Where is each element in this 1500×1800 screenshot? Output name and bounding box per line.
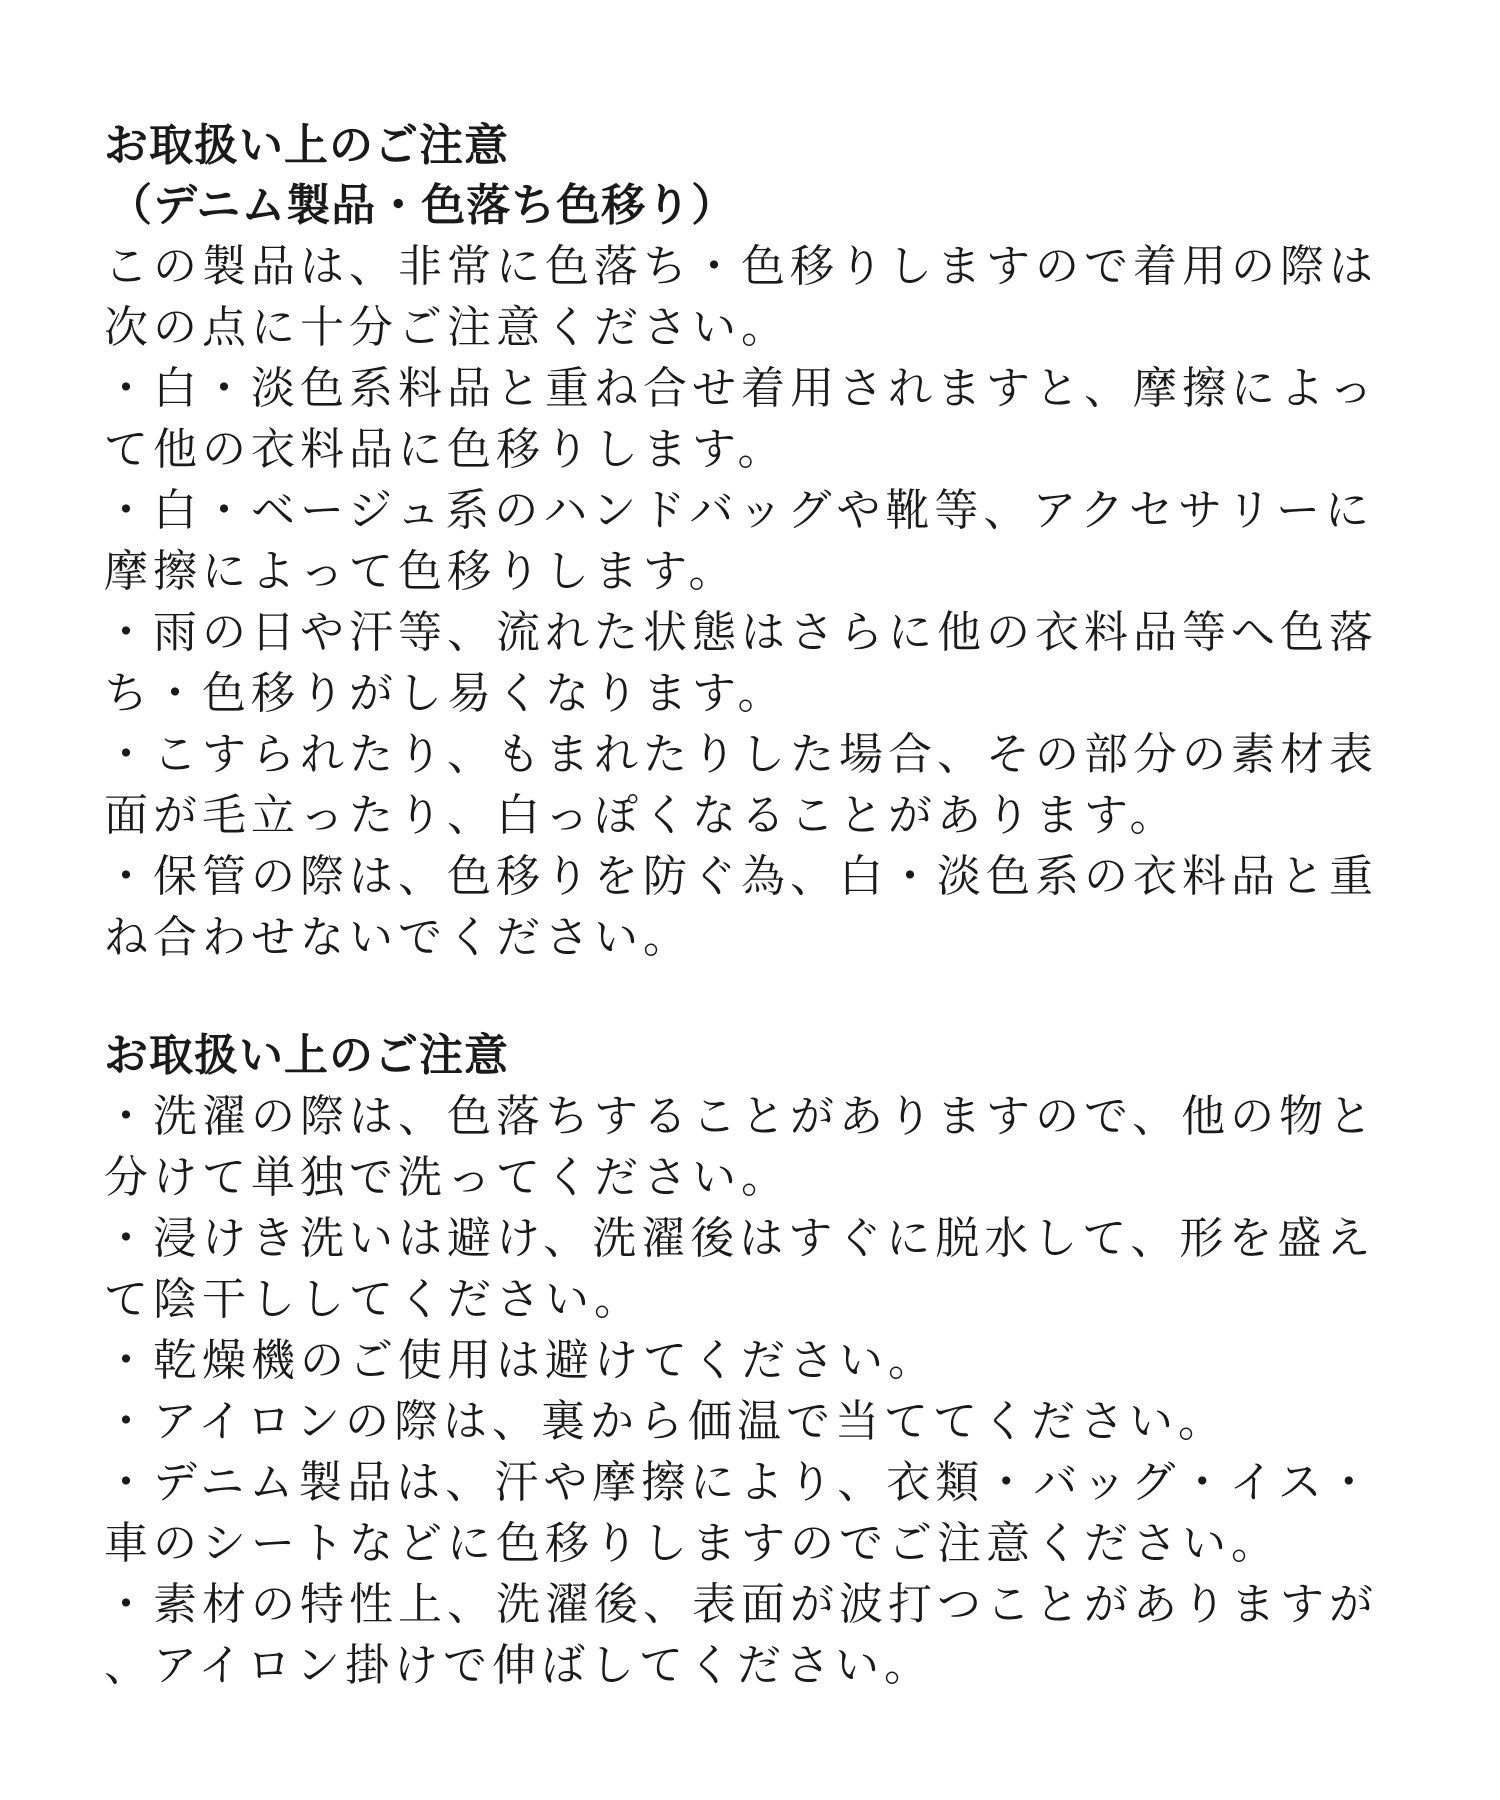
text-line: ・保管の際は、色移りを防ぐ為、白・淡色系の衣料品と重 xyxy=(104,851,1378,902)
text-line: ち・色移りがし易くなります。 xyxy=(104,668,787,719)
text-line: この製品は、非常に色落ち・色移りしますので着用の際は xyxy=(104,241,1378,292)
text-line: 、アイロン掛けで伸ばしてください。 xyxy=(104,1640,934,1691)
text-line: ・アイロンの際は、裏から価温で当ててください。 xyxy=(104,1396,1228,1447)
text-line: 面が毛立ったり、白っぽくなることがあります。 xyxy=(104,790,1179,841)
section-title: お取扱い上のご注意 xyxy=(104,1030,509,1081)
text-line: ・白・淡色系料品と重ね合せ着用されますと、摩擦によっ xyxy=(104,363,1378,414)
text-line: 次の点に十分ご注意ください。 xyxy=(104,302,790,353)
text-line: ・素材の特性上、洗濯後、表面が波打つことがありますが xyxy=(104,1579,1378,1630)
text-line: ね合わせないでください。 xyxy=(104,912,692,963)
text-line: ・乾燥機のご使用は避けてください。 xyxy=(104,1335,937,1386)
section-subtitle: （デニム製品・色落ち色移り） xyxy=(108,180,737,231)
text-line: 分けて単独で洗ってください。 xyxy=(104,1152,790,1203)
text-line: ・浸けき洗いは避け、洗濯後はすぐに脱水して、形を盛え xyxy=(104,1213,1376,1264)
text-line: て他の衣料品に色移りします。 xyxy=(104,424,787,475)
text-line: ・デニム製品は、汗や摩擦により、衣類・バッグ・イス・ xyxy=(104,1457,1376,1508)
text-line: ・雨の日や汗等、流れた状態はさらに他の衣料品等へ色落 xyxy=(104,607,1378,658)
text-line: 車のシートなどに色移りしますのでご注意ください。 xyxy=(104,1518,1280,1569)
text-line: ・白・ベージュ系のハンドバッグや靴等、アクセサリーに xyxy=(104,485,1375,536)
text-line: ・こすられたり、もまれたりした場合、その部分の素材表 xyxy=(104,729,1378,780)
section-title: お取扱い上のご注意 xyxy=(104,120,509,171)
text-line: 摩擦によって色移りします。 xyxy=(104,546,738,597)
text-line: ・洗濯の際は、色落ちすることがありますので、他の物と xyxy=(104,1091,1378,1142)
text-line: て陰干ししてください。 xyxy=(104,1274,643,1325)
